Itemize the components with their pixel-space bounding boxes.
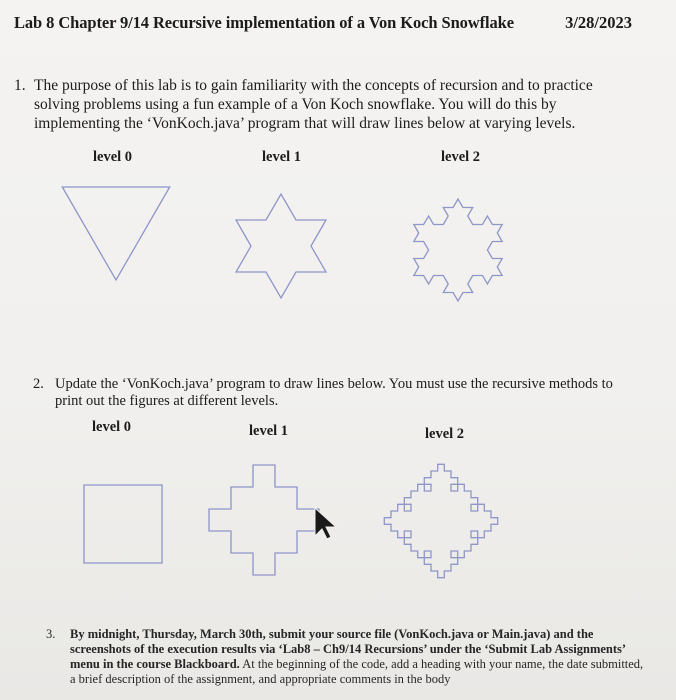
question-3 — [46, 627, 646, 687]
square-curve-level-2 — [384, 464, 497, 577]
question-3-bold-text: By midnight, Thursday, March 30th, submit your source file (VonKoch.java or Main.java) and the screenshots of the execution results via ‘Lab8 – Ch9/14 Recursions’ under the ‘Submit Lab Assignments’ menu in the course Blackboard. — [70, 627, 626, 671]
page-title: Lab 8 Chapter 9/14 Recursive implementation of a Von Koch Snowflake — [14, 13, 514, 32]
q1-level-0-label: level 0 — [93, 149, 133, 165]
square-curve-level-0 — [84, 485, 162, 563]
koch-snowflake-level-0 — [62, 187, 169, 280]
koch-snowflake-level-1 — [236, 194, 326, 298]
question-3-number: 3. — [46, 627, 56, 641]
header-date: 3/28/2023 — [565, 13, 632, 32]
q2-level-2-label: level 2 — [425, 426, 465, 442]
q2-level-1-label: level 1 — [249, 423, 289, 439]
square-curve-level-1 — [209, 465, 319, 575]
question-3-text — [70, 627, 646, 687]
question-2-text: Update the ‘VonKoch.java’ program to draw lines below. You must use the recursive methods to print out the figures at different levels. — [55, 376, 613, 409]
mouse-cursor-icon — [315, 508, 336, 539]
question-2-number: 2. — [33, 376, 44, 392]
koch-snowflake-level-2 — [414, 199, 502, 301]
question-3-normal-text: At the beginning of the code, add a heading with your name, the date submitted, a brief description of the assignment, and appropriate comments in the body — [70, 657, 644, 686]
question-1-number: 1. — [14, 77, 26, 94]
question-1-text: The purpose of this lab is to gain familiarity with the concepts of recursion and to practice solving problems using a fun example of a Von Koch snowflake. You will do this by implementing the ‘VonKoch.java’ program that will draw lines below at varying levels. — [34, 77, 593, 132]
q2-level-0-label: level 0 — [92, 419, 132, 435]
q1-level-1-label: level 1 — [262, 149, 302, 165]
q1-level-2-label: level 2 — [441, 149, 481, 165]
